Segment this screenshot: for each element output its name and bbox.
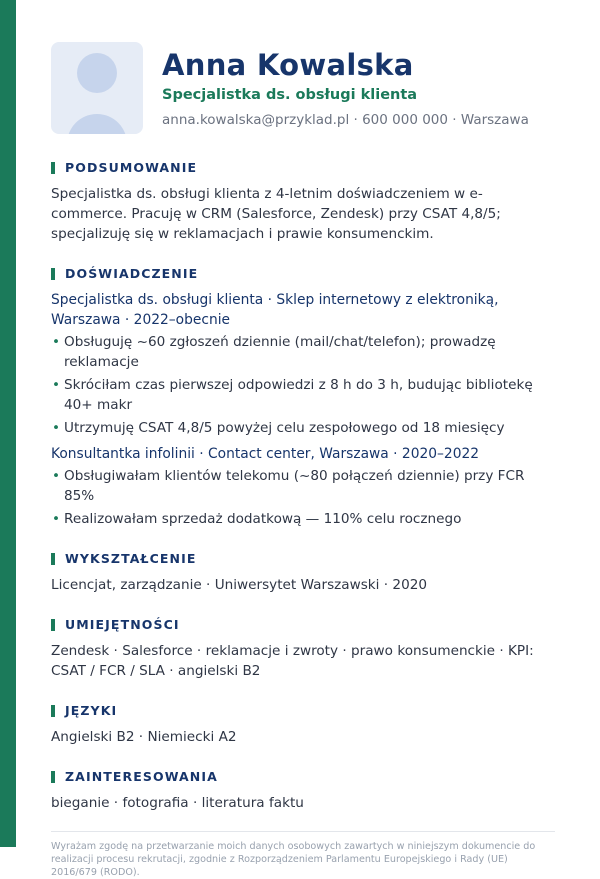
job-bullets [51, 466, 555, 529]
bullet-text: Obsługuję ~60 zgłoszeń dziennie (mail/chat/telefon); prowadzę reklamacje [64, 334, 496, 370]
bullet-icon: • [52, 420, 61, 436]
bullet-item [51, 466, 555, 506]
skills-heading [51, 617, 555, 633]
section-marker [51, 162, 55, 174]
candidate-name: Anna Kowalska [162, 48, 414, 82]
avatar-body-shape [67, 114, 127, 134]
summary-text: Specjalistka ds. obsługi klienta z 4-letnim doświadczeniem w e-commerce. Pracuję w CRM (Salesforce, Zendesk) przy CSAT 4,8/5; specjalizuję się w reklamacjach i prawie konsumenckim. [51, 186, 501, 242]
languages-text: Angielski B2 · Niemiecki A2 [51, 729, 237, 745]
skills-section [51, 617, 555, 681]
education-text: Licencjat, zarządzanie · Uniwersytet Warszawski · 2020 [51, 577, 428, 593]
contact-line: anna.kowalska@przyklad.pl · 600 000 000 · Warszawa [162, 112, 529, 128]
job-bullets [51, 332, 555, 438]
bullet-text: Obsługiwałam klientów telekomu (~80 połączeń dziennie) przy FCR 85% [64, 468, 525, 504]
section-marker [51, 268, 55, 280]
bullet-text: Utrzymuję CSAT 4,8/5 powyżej celu zespołowego od 18 miesięcy [64, 420, 505, 436]
experience-section [51, 266, 555, 529]
section-marker [51, 619, 55, 631]
bullet-icon: • [52, 377, 61, 393]
job-title: Konsultantka infolinii · Contact center, Warszawa · 2020–2022 [51, 446, 480, 462]
job-entry [51, 444, 555, 529]
languages-heading [51, 703, 555, 719]
bullet-item [51, 375, 555, 415]
interests-section [51, 769, 555, 813]
education-section [51, 551, 555, 595]
education-heading-label: WYKSZTAŁCENIE [65, 551, 197, 566]
languages-section [51, 703, 555, 747]
avatar-head-shape [77, 53, 117, 93]
experience-heading-label: DOŚWIADCZENIE [65, 266, 199, 281]
bullet-item [51, 332, 555, 372]
cv-header [51, 42, 555, 138]
interests-text: bieganie · fotografia · literatura faktu [51, 795, 304, 811]
skills-text: Zendesk · Salesforce · reklamacje i zwroty · prawo konsumenckie · KPI: CSAT / FCR / SLA · angielski B2 [51, 643, 534, 679]
bullet-icon: • [52, 511, 61, 527]
languages-heading-label: JĘZYKI [65, 703, 118, 718]
skills-heading-label: UMIEJĘTNOŚCI [65, 617, 180, 632]
accent-stripe [0, 0, 16, 847]
interests-heading-label: ZAINTERESOWANIA [65, 769, 218, 784]
candidate-role: Specjalistka ds. obsługi klienta [162, 87, 418, 103]
cv-document [51, 42, 555, 879]
bullet-text: Skróciłam czas pierwszej odpowiedzi z 8 h do 3 h, budując bibliotekę 40+ makr [64, 377, 533, 413]
header-text [162, 42, 529, 130]
job-entry [51, 290, 555, 438]
summary-heading [51, 160, 555, 176]
gdpr-consent-clause: Wyrażam zgodę na przetwarzanie moich danych osobowych zawartych w niniejszym dokumencie do realizacji procesu rekrutacji, zgodnie z Rozporządzeniem Parlamentu Europejskiego i Rady (UE) 2016/679 (RODO). [51, 841, 536, 878]
bullet-icon: • [52, 468, 61, 484]
summary-section [51, 160, 555, 244]
bullet-icon: • [52, 334, 61, 350]
section-marker [51, 771, 55, 783]
education-heading [51, 551, 555, 567]
job-title: Specjalistka ds. obsługi klienta · Sklep internetowy z elektroniką, Warszawa · 2022–obecnie [51, 292, 499, 328]
section-marker [51, 705, 55, 717]
section-marker [51, 553, 55, 565]
interests-heading [51, 769, 555, 785]
bullet-text: Realizowałam sprzedaż dodatkową — 110% celu rocznego [64, 511, 462, 527]
summary-heading-label: PODSUMOWANIE [65, 160, 198, 175]
footer-divider [51, 831, 555, 832]
experience-heading [51, 266, 555, 282]
bullet-item [51, 418, 555, 438]
bullet-item [51, 509, 555, 529]
avatar-icon [51, 42, 143, 134]
